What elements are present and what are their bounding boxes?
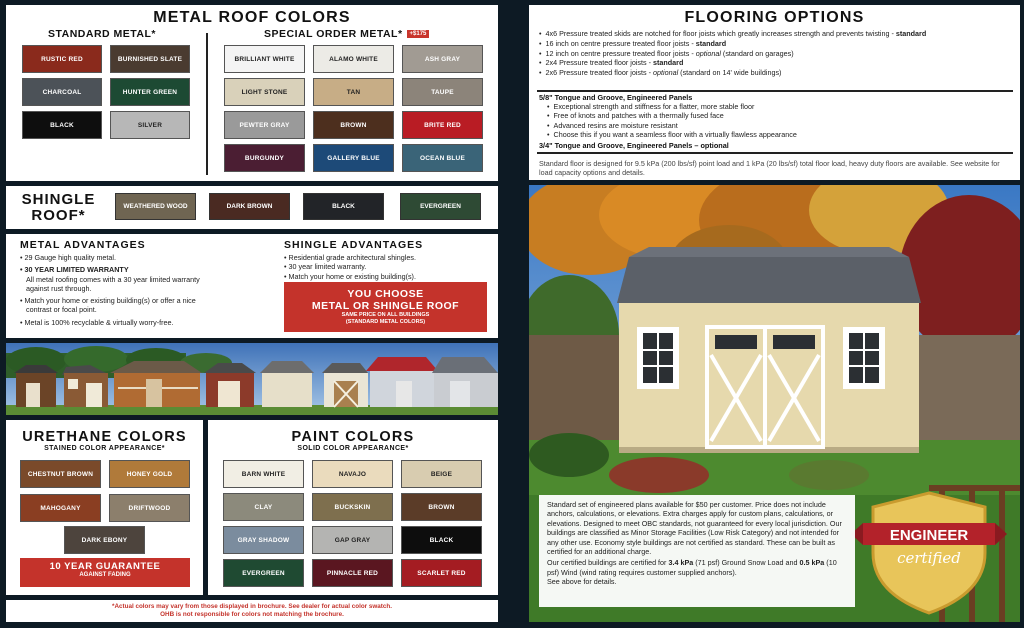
guarantee-line1: 10 YEAR GUARANTEE: [49, 561, 161, 572]
tg-item: • Exceptional strength and stiffness for a flatter, more stable floor: [547, 102, 797, 111]
disclaimer-line1: *Actual colors may vary from those displayed in brochure. See dealer for actual color swatch.: [112, 603, 392, 610]
metal-color-swatch: TAN: [313, 78, 394, 106]
shed-photo: [529, 185, 1020, 622]
guarantee-line2: AGAINST FADING: [79, 572, 131, 578]
tongue-groove-list: [547, 102, 797, 140]
shingle-color-swatch: BLACK: [303, 193, 384, 220]
metal-color-swatch: TAUPE: [402, 78, 483, 106]
standard-metal-title: STANDARD METAL*: [48, 28, 157, 40]
metal-color-swatch: PEWTER GRAY: [224, 111, 305, 139]
choose-line2: METAL OR SHINGLE ROOF: [311, 300, 460, 312]
advantages-panel: [6, 234, 498, 338]
metal-adv-item: • 29 Gauge high quality metal.: [20, 253, 117, 262]
metal-color-swatch: RUSTIC RED: [22, 45, 102, 73]
metal-color-swatch: BROWN: [313, 111, 394, 139]
engineer-badge-subtitle: certified: [897, 549, 961, 567]
paint-color-swatch: BROWN: [401, 493, 482, 521]
flooring-rule: [537, 90, 1013, 92]
tg-item: • Advanced resins are moisture resistant: [547, 121, 797, 130]
shingle-roof-panel: [6, 186, 498, 229]
engineering-para3: See above for details.: [547, 577, 617, 587]
metal-color-swatch: BLACK: [22, 111, 102, 139]
sheds-lineup-image: [6, 343, 498, 415]
metal-color-swatch: SILVER: [110, 111, 190, 139]
urethane-color-swatch: MAHOGANY: [20, 494, 101, 522]
metal-adv-item: • Match your home or existing building(s) or offer a nice: [20, 296, 196, 306]
choose-line4: (STANDARD METAL COLORS): [345, 319, 426, 325]
metal-color-swatch: CHARCOAL: [22, 78, 102, 106]
paint-title: PAINT COLORS: [291, 429, 415, 445]
shingle-adv-item: • 30 year limited warranty.: [284, 262, 367, 272]
urethane-color-swatch: HONEY GOLD: [109, 460, 190, 488]
metal-color-swatch: GALLERY BLUE: [313, 144, 394, 172]
paint-color-swatch: PINNACLE RED: [312, 559, 393, 587]
urethane-subtitle: STAINED COLOR APPEARANCE*: [44, 445, 165, 452]
flooring-options-panel: [529, 5, 1020, 180]
shingle-roof-title: SHINGLE ROOF*: [21, 191, 96, 224]
special-order-metal-title: [264, 28, 429, 40]
paint-color-swatch: BLACK: [401, 526, 482, 554]
flooring-item: • 2x6 Pressure treated floor joists - optional (standard on 14' wide buildings): [539, 68, 926, 78]
metal-adv-item: • Metal is 100% recyclable & virtually worry-free.: [20, 317, 174, 327]
disclaimer-line2: OHB is not responsible for colors not matching the brochure.: [160, 611, 344, 618]
paint-color-swatch: GRAY SHADOW: [223, 526, 304, 554]
flooring-rule: [537, 152, 1013, 154]
you-choose-banner: [284, 282, 487, 332]
shingle-advantages-title: SHINGLE ADVANTAGES: [284, 239, 424, 251]
metal-color-swatch: BRILLIANT WHITE: [224, 45, 305, 73]
paint-color-swatch: CLAY: [223, 493, 304, 521]
paint-color-swatch: SCARLET RED: [401, 559, 482, 587]
metal-color-swatch: BURGUNDY: [224, 144, 305, 172]
urethane-title: URETHANE COLORS: [22, 429, 187, 445]
tongue-groove-34-title: 3/4" Tongue and Groove, Engineered Panels – optional: [539, 141, 729, 150]
tongue-groove-58-title: 5/8" Tongue and Groove, Engineered Panels: [539, 93, 693, 102]
metal-adv-item: • 30 YEAR LIMITED WARRANTY: [20, 265, 129, 275]
shingle-color-swatch: DARK BROWN: [209, 193, 290, 220]
metal-color-swatch: LIGHT STONE: [224, 78, 305, 106]
metal-adv-item: against rust through.: [26, 283, 92, 293]
paint-color-swatch: BARN WHITE: [223, 460, 304, 488]
special-order-metal-label: SPECIAL ORDER METAL*: [264, 28, 403, 40]
metal-adv-item: All metal roofing comes with a 30 year limited warranty: [26, 274, 200, 284]
guarantee-banner: [20, 558, 190, 587]
engineering-notes: [539, 495, 855, 607]
urethane-color-swatch: DRIFTWOOD: [109, 494, 190, 522]
floor-load-note: Standard floor is designed for 9.5 kPa (200 lbs/sf) point load and 1 kPa (20 lbs/sf) total floor load, heavy duty floors are available. See website for load capacity options and details.: [539, 159, 1000, 177]
paint-colors-panel: [208, 420, 498, 595]
metal-roof-colors-panel: [6, 5, 498, 181]
metal-adv-item: contrast or focal point.: [26, 305, 97, 315]
shingle-advantages-list: [284, 253, 494, 281]
flooring-item: • 16 inch on centre pressure treated floor joists - standard: [539, 39, 926, 49]
metal-color-swatch: OCEAN BLUE: [402, 144, 483, 172]
shingle-adv-item: • Match your home or existing building(s).: [284, 271, 416, 281]
paint-color-swatch: BEIGE: [401, 460, 482, 488]
engineer-badge-title: ENGINEER: [889, 527, 969, 544]
paint-subtitle: SOLID COLOR APPEARANCE*: [297, 445, 409, 452]
flooring-item: • 4x6 Pressure treated skids are notched for floor joists which greatly increases strength and prevents twisting - standard: [539, 29, 926, 39]
shingle-color-swatch: EVERGREEN: [400, 193, 481, 220]
choose-line3: SAME PRICE ON ALL BUILDINGS: [341, 312, 430, 318]
shingle-color-swatch: WEATHERED WOOD: [115, 193, 196, 220]
metal-advantages-title: METAL ADVANTAGES: [20, 239, 146, 251]
urethane-colors-panel: [6, 420, 203, 595]
flooring-title: FLOORING OPTIONS: [684, 9, 865, 26]
metal-color-swatch: ASH GRAY: [402, 45, 483, 73]
engineering-para1: Standard set of engineered plans available for $50 per customer. Price does not include anchors, calculations, or elevations. Extra charges apply for custom plans, calculations, or elevations. Designed to meet OBC standards, not guaranteed for every local jurisdiction. Our buildings are classified as Minor Storage Facilities (Low Risk Category) and not intended for any other use. Economy style buildings are not certified as standard. These can be built as certified for an additional charge.: [547, 500, 842, 557]
metal-roof-title: METAL ROOF COLORS: [153, 9, 351, 26]
flooring-item: • 12 inch on centre pressure treated floor joists - optional (standard on garages): [539, 49, 926, 59]
metal-color-swatch: HUNTER GREEN: [110, 78, 190, 106]
choose-line1: YOU CHOOSE: [347, 288, 424, 300]
urethane-color-swatch: CHESTNUT BROWN: [20, 460, 101, 488]
shingle-adv-item: • Residential grade architectural shingles.: [284, 253, 416, 262]
metal-color-swatch: BURNISHED SLATE: [110, 45, 190, 73]
paint-color-swatch: EVERGREEN: [223, 559, 304, 587]
metal-color-swatch: ALAMO WHITE: [313, 45, 394, 73]
paint-color-swatch: NAVAJO: [312, 460, 393, 488]
flooring-item: • 2x4 Pressure treated floor joists - standard: [539, 58, 926, 68]
paint-color-swatch: BUCKSKIN: [312, 493, 393, 521]
flooring-list: [539, 29, 926, 78]
tg-item: • Free of knots and patches with a thermally fused face: [547, 111, 797, 120]
paint-color-swatch: GAP GRAY: [312, 526, 393, 554]
metal-divider: [206, 33, 208, 175]
color-disclaimer: [6, 600, 498, 622]
engineering-para2: Our certified buildings are certified for 3.4 kPa (71 psf) Ground Snow Load and 0.5 kPa (10 psf) Wind (wind rating requires customer supplied anchors).: [547, 558, 837, 577]
metal-advantages-list: [20, 253, 270, 327]
urethane-color-swatch: DARK EBONY: [64, 526, 145, 554]
special-order-price-badge: +$175: [407, 30, 430, 38]
tg-item: • Choose this if you want a seamless floor with a virtually flawless appearance: [547, 130, 797, 139]
metal-color-swatch: BRITE RED: [402, 111, 483, 139]
